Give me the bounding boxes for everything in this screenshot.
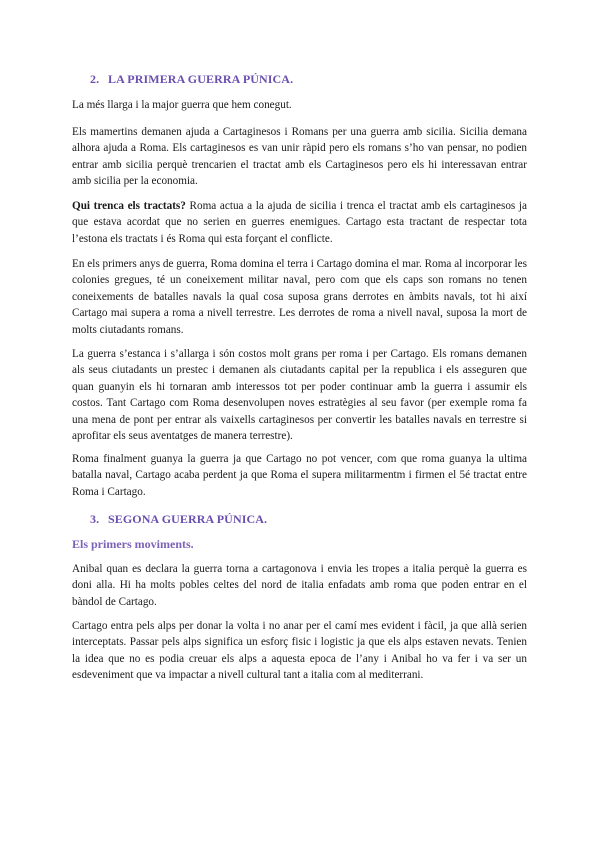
- paragraph-early-years: En els primers anys de guerra, Roma domina el terra i Cartago domina el mar. Roma al incorporar les colonies gregues, té un coneixement militar naval, pero com que els caps son romans no tenen coneixements de batalles navals la qual cosa suposa grans derrotes en àmbits navals, tot hi així Cartago mai supera a roma a nivell terrestre. Les derrotes de roma a nivell naval, suposa la mort de molts ciutadants romans.: [72, 258, 527, 336]
- section-heading-second-punic-war: [90, 512, 267, 527]
- paragraph-lead-question: Qui trenca els tractats?: [72, 200, 186, 212]
- subsection-heading: Els primers moviments.: [72, 537, 194, 551]
- paragraph-intro: La més llarga i la major guerra que hem conegut.: [72, 99, 292, 111]
- section-title: LA PRIMERA GUERRA PÚNICA.: [108, 72, 294, 86]
- paragraph-alps: Cartago entra pels alps per donar la volta i no anar per el camí mes evident i fàcil, ja que allà serien interceptats. Passar pels alps significa un esforç fisic i logistic ja que els alps estaven nevats. Tenien la idea que no es podia creuar els alps a aquesta epoca de l’any i Anibal ho va fer i va ser un esdeveniment que va impactar a nivell cultural tant a italia com al mediterrani.: [72, 620, 527, 682]
- paragraph-anibal: Anibal quan es declara la guerra torna a cartagonova i envia les tropes a italia perquè la guerra es doni alla. Hi ha molts pobles celtes del nord de italia enfadats amb roma que poden entrar en el bàndol de Cartago.: [72, 563, 527, 608]
- paragraph-text: Roma actua a la ajuda de sicilia i trenca el tractat amb els cartaginesos ja que estava acordat que no serien en guerres enemigues. Cartago esta tractant de respectar tota l’estona els tractats i és Roma qui esta forçant el conflicte.: [72, 200, 527, 245]
- section-heading-first-punic-war: [90, 72, 293, 87]
- section-number: 3.: [90, 512, 100, 526]
- paragraph-war-costs: La guerra s’estanca i s’allarga i són costos molt grans per roma i per Cartago. Els romans demanen als seus ciutadants un prestec i demanen als ciutadants capital per la republica i els asseguren que quan guanyin els hi tornaran amb interessos tot per poder continuar amb la guerra i assumir els costos. Tant Cartago com Roma desenvolupen noves estratègies al seu favor (per exemple roma fa una mena de pont per entrar als vaixells cartaginesos per convertir les batalles navals en terrestre si aprofitar els seus aventatges de manera terrestre).: [72, 348, 527, 443]
- section-number: 2.: [90, 72, 100, 86]
- section-title: SEGONA GUERRA PÚNICA.: [108, 512, 268, 526]
- paragraph-treaties: [72, 198, 527, 247]
- paragraph-rome-wins: Roma finalment guanya la guerra ja que Cartago no pot vencer, com que roma guanya la ultima batalla naval, Cartago acaba perdent ja que Roma el supera militarmentm i firmen el 5é tractat entre Roma i Cartago.: [72, 453, 527, 498]
- paragraph-mamertins: Els mamertins demanen ajuda a Cartaginesos i Romans per una guerra amb sicilia. Sicilia demana alhora ajuda a Roma. Els cartaginesos es van unir ràpid pero els romans s’ho van pensar, no podien entrar amb sicilia perquè trencarien el tractat amb els Cartaginesos pero els hi interessavan entrar amb sicilia per la economia.: [72, 126, 527, 188]
